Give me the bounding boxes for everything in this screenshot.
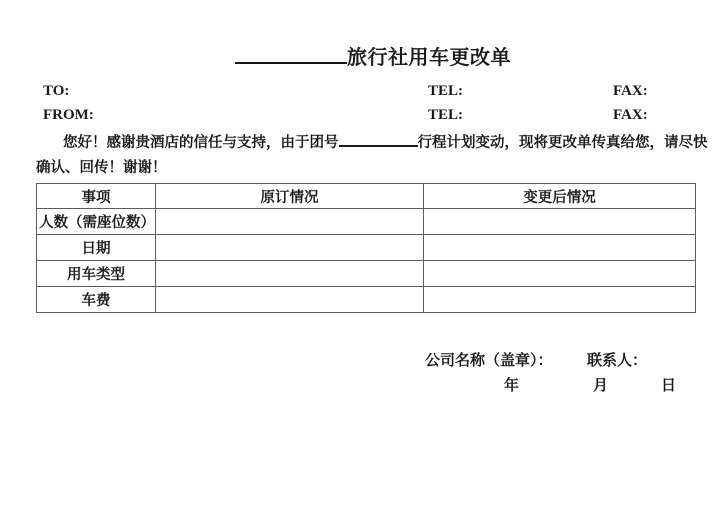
col-header-item: 事项	[37, 184, 156, 209]
row-label-cell: 日期	[37, 235, 156, 261]
changed-value-cell	[424, 209, 696, 235]
table-header-row	[37, 184, 696, 209]
original-value-cell	[156, 209, 424, 235]
intro-text-before-blank: 您好！感谢贵酒店的信任与支持，由于团号	[63, 135, 339, 151]
contact-person-label: 联系人：	[587, 353, 648, 369]
col-header-original: 原订情况	[156, 184, 424, 209]
tel-label-to: TEL:	[428, 83, 464, 99]
table-row-date	[37, 235, 696, 261]
changed-value-cell	[424, 235, 696, 261]
original-value-cell	[156, 287, 424, 313]
col-header-changed: 变更后情况	[424, 184, 696, 209]
original-value-cell	[156, 261, 424, 287]
year-label: 年	[504, 378, 520, 394]
title-blank-line	[235, 45, 347, 64]
change-details-table	[36, 183, 696, 313]
intro-text-line2: 确认、回传！谢谢！	[36, 160, 167, 176]
company-name-label: 公司名称（盖章）：	[425, 353, 553, 369]
fax-label-from: FAX:	[613, 107, 648, 123]
form-title	[0, 45, 720, 70]
group-number-blank-line	[339, 133, 418, 147]
changed-value-cell	[424, 261, 696, 287]
from-label: FROM:	[43, 107, 94, 123]
month-label: 月	[593, 378, 609, 394]
table-row-fare	[37, 287, 696, 313]
day-label: 日	[661, 378, 677, 394]
table-row-passengers	[37, 209, 696, 235]
table-row-vehicle-type	[37, 261, 696, 287]
row-label-cell: 人数（需座位数）	[37, 209, 156, 235]
from-row	[0, 107, 720, 126]
row-label-cell: 车费	[37, 287, 156, 313]
row-label-cell: 用车类型	[37, 261, 156, 287]
to-label: TO:	[43, 83, 70, 99]
changed-value-cell	[424, 287, 696, 313]
intro-text-after-blank: 行程计划变动，现将更改单传真给您，请尽快	[417, 135, 708, 151]
intro-paragraph	[36, 131, 712, 181]
to-row	[0, 83, 720, 102]
tel-label-from: TEL:	[428, 107, 464, 123]
original-value-cell	[156, 235, 424, 261]
form-title-text: 旅行社用车更改单	[347, 47, 511, 69]
fax-label-to: FAX:	[613, 83, 648, 99]
